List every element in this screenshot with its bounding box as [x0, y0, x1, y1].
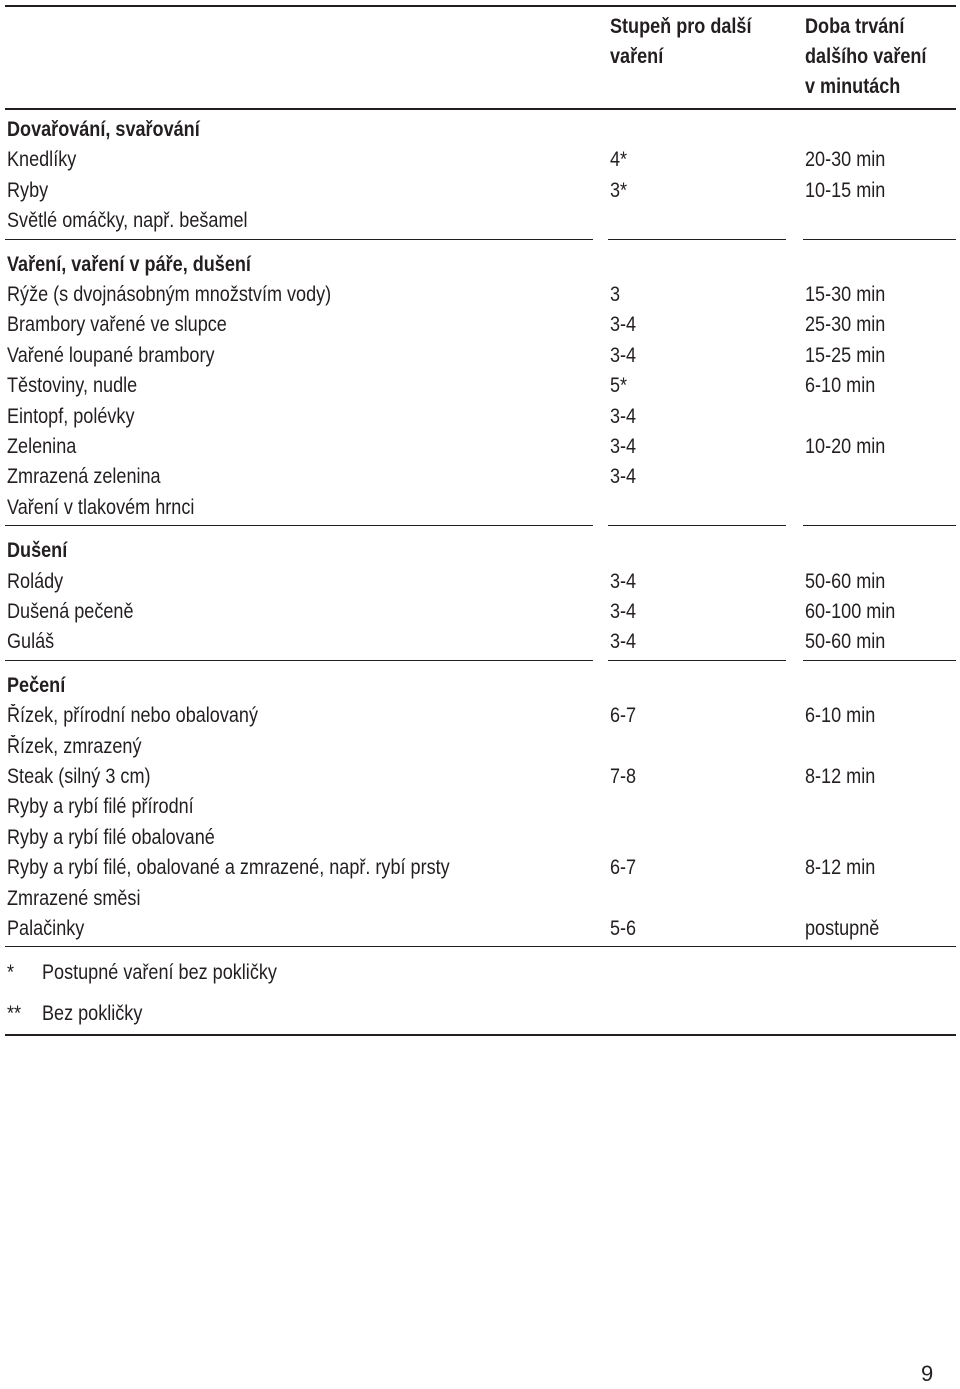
dish-name: Palačinky [7, 917, 85, 940]
header-duration-line: Doba trvání [805, 15, 905, 38]
dish-name: Guláš [7, 630, 55, 654]
dish-name: Brambory vařené ve slupce [7, 313, 227, 337]
table-row [0, 310, 960, 340]
table-row [0, 371, 960, 401]
table-bottom-rule [5, 946, 956, 947]
dish-name: Knedlíky [7, 148, 77, 172]
stage-value: 7-8 [610, 765, 637, 788]
section-divider-stage [608, 525, 786, 526]
footnote [0, 999, 960, 1029]
dish-name: Řízek, zmrazený [7, 734, 142, 758]
section-heading [0, 115, 960, 145]
table-row [0, 823, 960, 853]
table-row [0, 762, 960, 792]
duration-value: 6-10 min [805, 704, 876, 728]
header-duration-column [805, 12, 926, 102]
footnote [0, 958, 960, 988]
duration-value: 50-60 min [805, 569, 886, 593]
stage-value: 3-4 [610, 404, 637, 428]
header-stage-line: Stupeň pro další [610, 15, 752, 38]
duration-value: 50-60 min [805, 630, 886, 654]
page-number: 9 [921, 1361, 934, 1386]
section-heading [0, 536, 960, 566]
dish-name: Zmrazené směsi [7, 886, 141, 910]
table-row [0, 176, 960, 206]
section-title: Pečení [7, 673, 66, 697]
stage-value: 4* [610, 148, 628, 172]
dish-name: Řízek, přírodní nebo obalovaný [7, 704, 258, 728]
table-row [0, 627, 960, 657]
dish-name: Vařené loupané brambory [7, 343, 215, 367]
dish-name: Dušená pečeně [7, 600, 134, 623]
section-divider-time [803, 660, 956, 661]
table-row [0, 884, 960, 914]
stage-value: 5-6 [610, 917, 637, 940]
footnotes-bottom-rule [5, 1034, 956, 1036]
stage-value: 3-4 [610, 435, 637, 458]
dish-name: Rolády [7, 569, 64, 593]
duration-value: 60-100 min [805, 600, 896, 623]
dish-name: Zmrazená zelenina [7, 465, 161, 489]
section-divider-name [5, 239, 593, 240]
stage-value: 6-7 [610, 856, 637, 880]
table-row [0, 462, 960, 492]
footnote-mark: ** [7, 1002, 22, 1025]
table-row [0, 701, 960, 731]
header-bottom-rule [5, 108, 956, 110]
section-title: Dovařování, svařování [7, 118, 200, 141]
duration-value: 6-10 min [805, 374, 876, 398]
dish-name: Ryby a rybí filé obalované [7, 825, 215, 849]
table-row [0, 732, 960, 762]
section-divider-name [5, 525, 593, 526]
section-divider-time [803, 239, 956, 240]
dish-name: Světlé omáčky, např. bešamel [7, 209, 248, 233]
table-row [0, 280, 960, 310]
table-row [0, 206, 960, 236]
table-row [0, 792, 960, 822]
duration-value: 20-30 min [805, 148, 886, 172]
section-title: Dušení [7, 539, 68, 563]
table-row [0, 145, 960, 175]
stage-value: 3-4 [610, 569, 637, 593]
footnote-mark: * [7, 961, 15, 984]
dish-name: Těstoviny, nudle [7, 374, 138, 398]
table-row [0, 567, 960, 597]
section-heading [0, 250, 960, 280]
dish-name: Zelenina [7, 435, 77, 458]
dish-name: Steak (silný 3 cm) [7, 765, 151, 788]
table-row [0, 432, 960, 462]
dish-name: Ryby a rybí filé, obalované a zmrazené, např. rybí prsty [7, 856, 450, 880]
header-stage-line: vaření [610, 45, 664, 68]
dish-name: Ryby [7, 178, 49, 202]
duration-value: 8-12 min [805, 856, 876, 880]
section-divider-stage [608, 239, 786, 240]
duration-value: postupně [805, 917, 880, 940]
stage-value: 3-4 [610, 343, 637, 367]
duration-value: 25-30 min [805, 313, 886, 337]
section-title: Vaření, vaření v páře, dušení [7, 252, 251, 276]
footnote-text: Bez pokličky [42, 1002, 143, 1025]
section-divider-time [803, 525, 956, 526]
duration-value: 10-20 min [805, 435, 886, 458]
stage-value: 3* [610, 178, 628, 202]
table-row [0, 402, 960, 432]
table-row [0, 597, 960, 627]
duration-value: 15-30 min [805, 283, 886, 306]
stage-value: 3-4 [610, 600, 637, 623]
footnote-text: Postupné vaření bez pokličky [42, 961, 277, 984]
table-top-rule [5, 5, 956, 7]
table-row [0, 493, 960, 523]
header-duration-line: dalšího vaření [805, 45, 927, 68]
duration-value: 15-25 min [805, 343, 886, 367]
table-row [0, 914, 960, 944]
dish-name: Eintopf, polévky [7, 404, 135, 428]
header-stage-column [610, 12, 751, 72]
stage-value: 3-4 [610, 630, 637, 654]
stage-value: 3-4 [610, 465, 637, 489]
section-divider-stage [608, 660, 786, 661]
stage-value: 6-7 [610, 704, 637, 728]
stage-value: 5* [610, 374, 628, 398]
dish-name: Rýže (s dvojnásobným množstvím vody) [7, 283, 332, 306]
table-row [0, 853, 960, 883]
stage-value: 3 [610, 283, 621, 306]
section-divider-name [5, 660, 593, 661]
duration-value: 10-15 min [805, 178, 886, 202]
duration-value: 8-12 min [805, 765, 876, 788]
stage-value: 3-4 [610, 313, 637, 337]
section-heading [0, 671, 960, 701]
header-duration-line: v minutách [805, 75, 901, 98]
dish-name: Ryby a rybí filé přírodní [7, 795, 194, 819]
dish-name: Vaření v tlakovém hrnci [7, 495, 195, 519]
table-row [0, 341, 960, 371]
